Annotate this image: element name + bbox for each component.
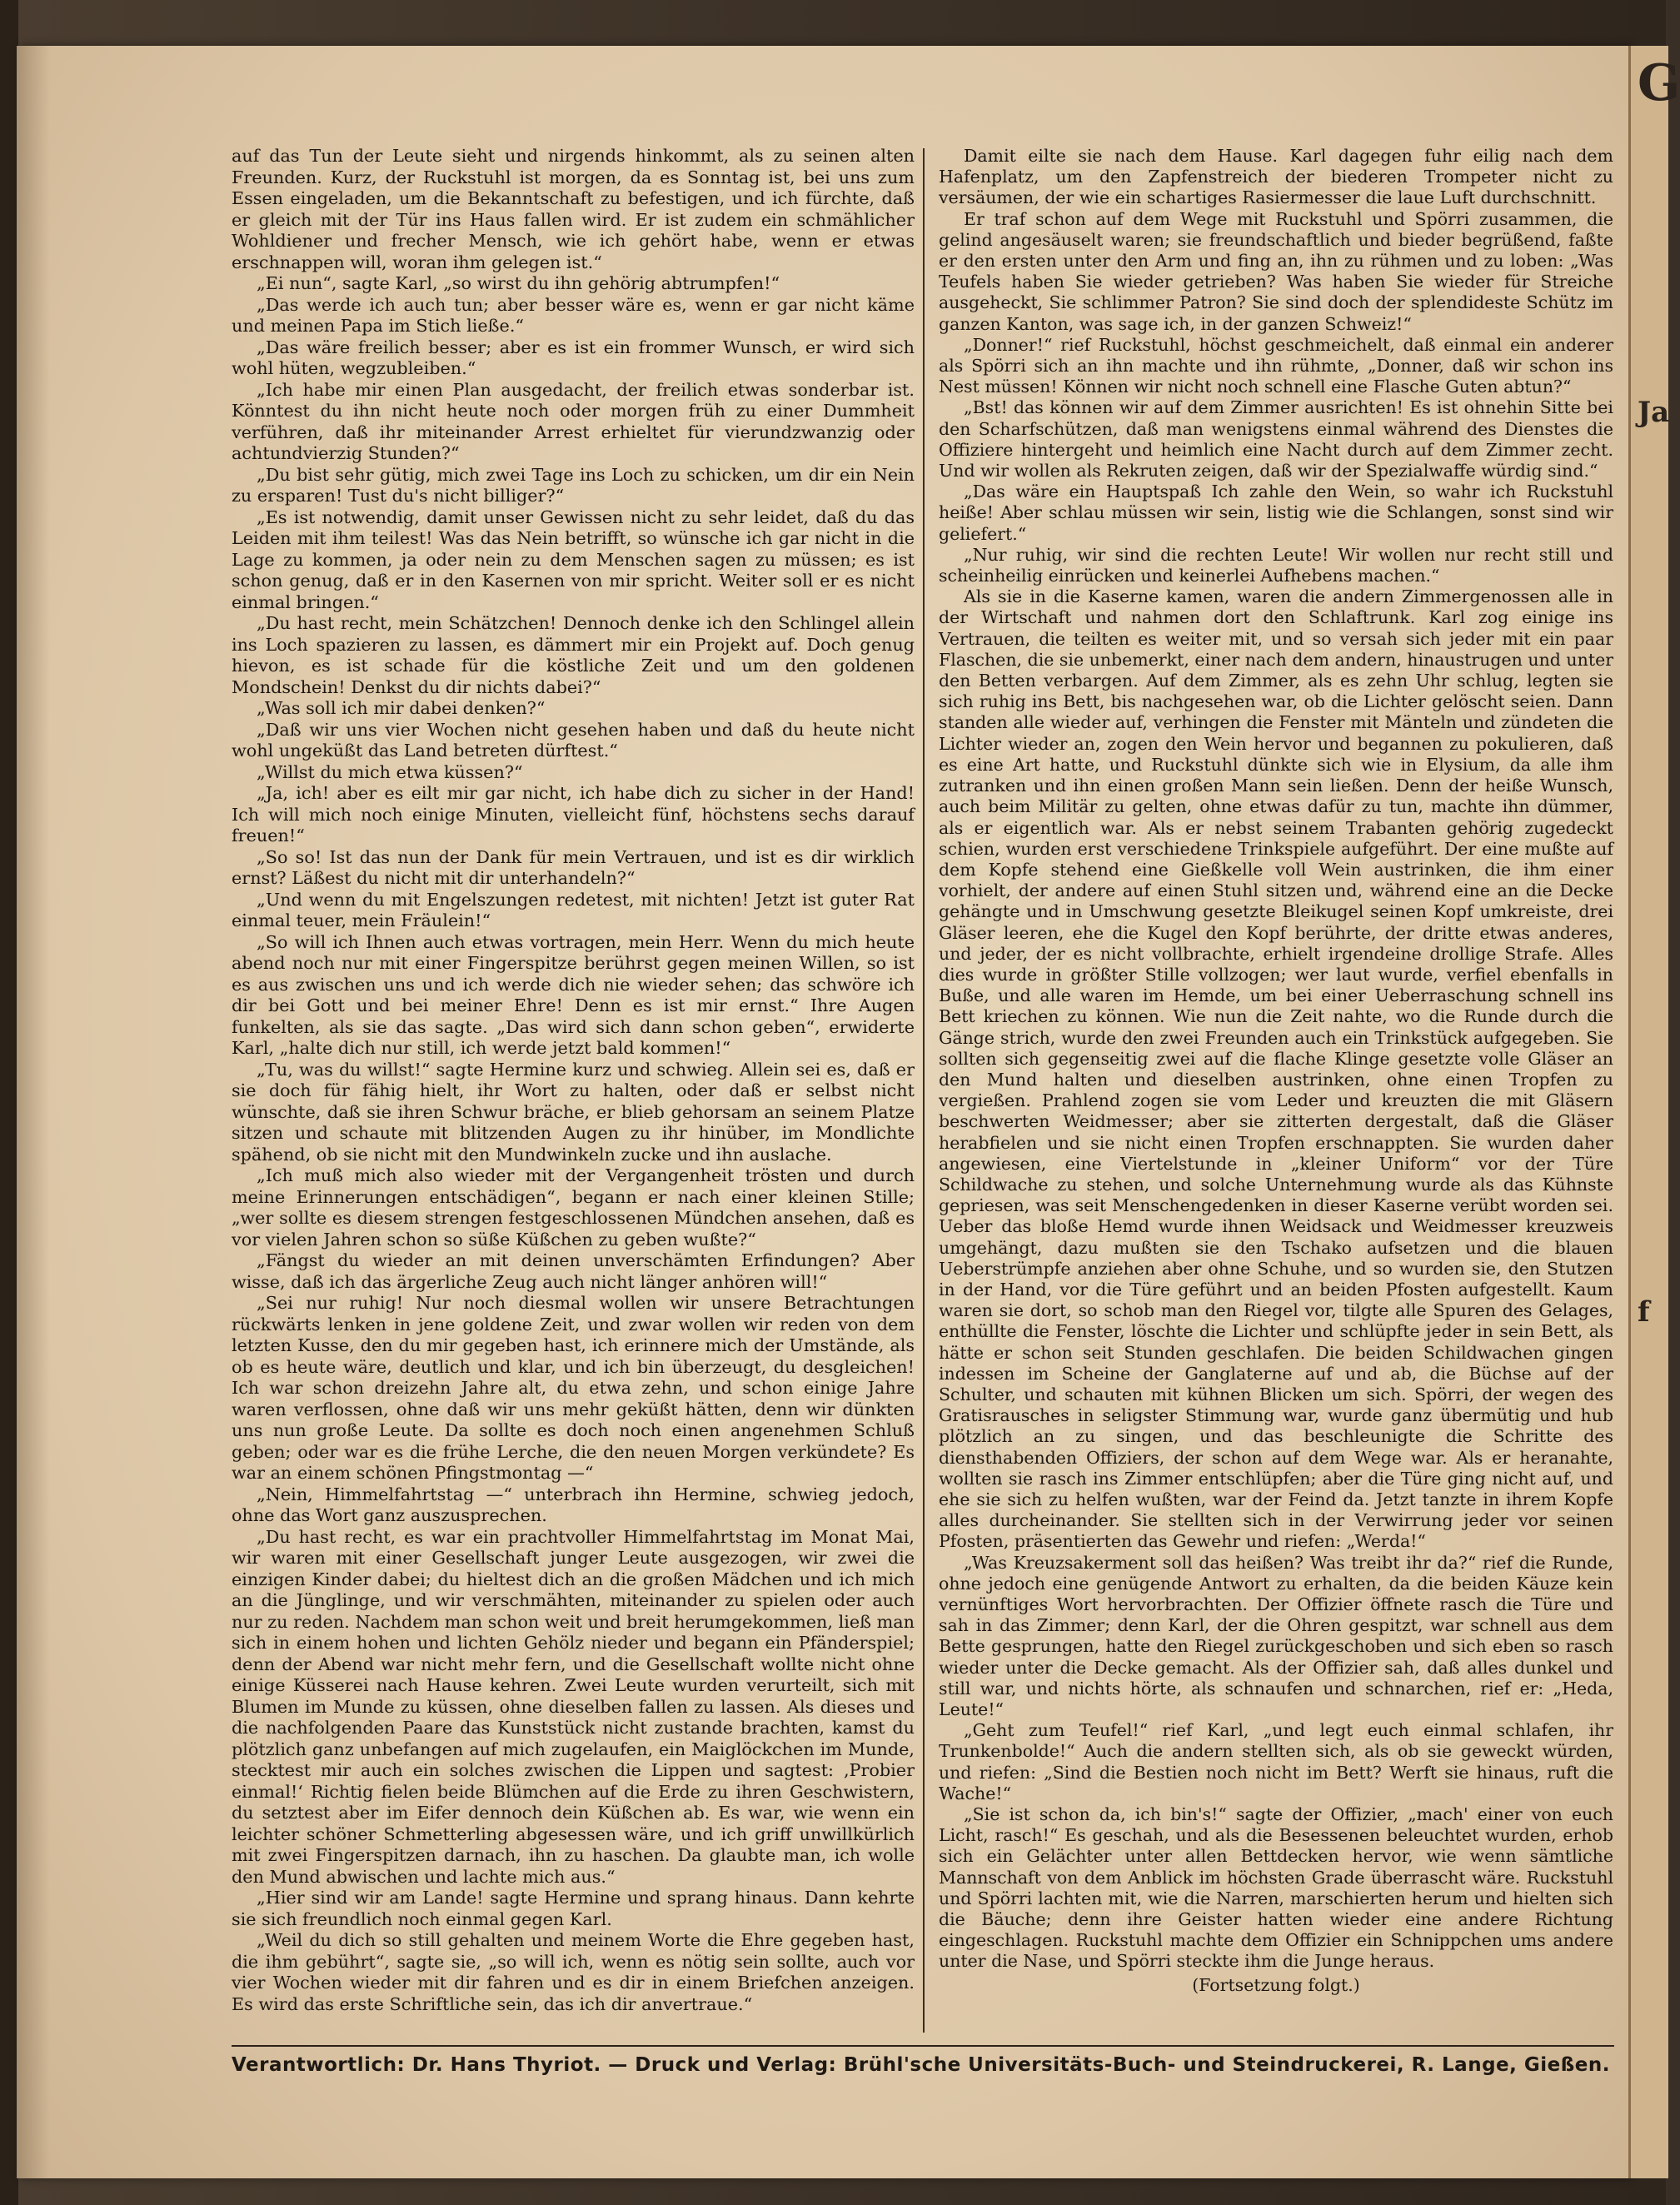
story-paragraph: „Ich muß mich also wieder mit der Vergangenheit trösten und durch meine Erinnerungen entschädigen“, begann er nach einer kleinen Stille; „wer sollte es diesem strengen festgeschlossenen Mündchen ansehen, daß es vor vielen Jahren schon so süße Küßchen zu geben wußte?“ — [232, 1165, 915, 1250]
story-paragraph: „Du bist sehr gütig, mich zwei Tage ins Loch zu schicken, um dir ein Nein zu ersparen! Tust du's nicht billiger?“ — [232, 464, 915, 506]
story-paragraph: Er traf schon auf dem Wege mit Ruckstuhl und Spörri zusammen, die gelind angesäuselt waren; sie freundschaftlich und bieder begrüßend, faßte er den ersten unter den Arm und fing an, ihn zu rühmen und zu loben: „Was Teufels haben Sie wieder getrieben? Was haben Sie wieder für Streiche ausgeheckt, Sie schlimmer Patron? Sie sind doch der splendideste Schütz im ganzen Kanton, was sage ich, in der ganzen Schweiz!“ — [939, 208, 1613, 334]
story-paragraph: „Das werde ich auch tun; aber besser wäre es, wenn er gar nicht käme und meinen Papa im Stich ließe.“ — [232, 294, 915, 336]
continuation-note: (Fortsetzung folgt.) — [1192, 1974, 1360, 1995]
next-page-edge — [1628, 46, 1680, 2178]
page-gutter-shadow — [17, 46, 50, 2178]
story-paragraph: „Was soll ich mir dabei denken?“ — [257, 698, 546, 718]
publisher-imprint: Verantwortlich: Dr. Hans Thyriot. — Druck und Verlag: Brühl'sche Universitäts-Buch- und Steindruckerei, R. Lange, Gießen. — [232, 2054, 1610, 2076]
footer-rule — [232, 2045, 1614, 2047]
story-paragraph: Als sie in die Kaserne kamen, waren die andern Zimmergenossen alle in der Wirtschaft und nahmen dort den Schlaftrunk. Karl zog einige ins Vertrauen, die teilten es weiter mit, und so versah sich jeder mit ein paar Flaschen, die sie unbemerkt, einer nach dem andern, hinaustrugen und unter den Betten verbargen. Auf dem Zimmer, als es zehn Uhr schlug, legten sie sich ruhig ins Bett, bis nachgesehen war, ob die Lichter gelöscht seien. Dann standen alle wieder auf, verhingen die Fenster mit Mänteln und zündeten die Lichter wieder an, zogen den Wein hervor und begannen zu pokulieren, daß es eine Art hatte, und Ruckstuhl dünkte sich wie in Elysium, da alle ihm zutranken und ihn einen großen Mann sein ließen. Denn der heiße Wunsch, auch beim Militär zu gelten, ohne etwas dafür zu tun, machte ihn dümmer, als er eigentlich war. Als er nebst seinem Trabanten gehörig zugedeckt schien, wurden erst verschiedene Trinkspiele aufgeführt. Der eine mußte auf dem Kopfe stehend eine Gießkelle voll Wein austrinken, die ihm einer vorhielt, der andere auf einen Stuhl sitzen und, während eine an die Decke gehängte und in Umschwung gesetzte Bleikugel seinen Kopf umkreiste, drei Gläser leeren, ehe die Kugel den Kopf berührte, der dritte etwas anderes, und jeder, der es nicht vollbrachte, erhielt irgendeine drollige Strafe. Alles dies wurde in größter Stille vollzogen; wer laut wurde, verfiel ebenfalls in Buße, und alle waren im Hemde, um bei einer Ueberraschung schnell ins Bett kriechen zu können. Wie nun die Zeit nahte, wo die Runde durch die Gänge strich, wurde den zwei Freunden auch ein Trinkstück aufgegeben. Sie sollten sich gegenseitig zwei auf die flache Klinge gesetzte volle Gläser an den Mund halten und dieselben austrinken, ohne einen Tropfen zu vergießen. Prahlend zogen sie vom Leder und kreuzten die mit Gläsern beschwerten Weidmesser; aber sie zitterten dergestalt, daß die Gläser herabfielen und sie nicht einen Tropfen erschnappten. Sie wurden daher angewiesen, eine Viertelstunde in „kleiner Uniform“ vor der Türe Schildwache zu stehen, und solche Unternehmung wurde als das Kühnste gepriesen, was seit Menschengedenken in dieser Kaserne verübt worden sei. Ueber das bloße Hemd wurde ihnen Weidsack und Weidmesser kreuzweis umgehängt, dazu mußten sie den Tschako aufsetzen und die blauen Ueberstrümpfe anziehen aber ohne Schuhe, und so wurden sie, den Stutzen in der Hand, vor die Türe geführt und an beiden Pfosten aufgestellt. Kaum waren sie dort, so schob man den Riegel vor, tilgte alle Spuren des Gelages, enthüllte die Fenster, löschte die Lichter und schlüpfte jeder in sein Bett, als hätte er schon seit Stunden geschlafen. Die beiden Schildwachen gingen indessen im Scheine der Ganglaterne auf und ab, die Büchse auf der Schulter, und schauten mit kühnen Blicken um sich. Spörri, der wegen des Gratisrausches in seligster Stimmung war, wurde ganz übermütig und hub plötzlich an zu singen, und das beschleunigte die Schritte des diensthabenden Offiziers, der schon auf dem Wege war. Als er heranahte, wollten sie rasch ins Zimmer entschlüpfen; aber die Türe ging nicht auf, und ehe sie sich zu helfen wußten, war der Feind da. Jetzt tanzte in ihrem Kopfe alles durcheinander. Sie stellten sich in der Verwirrung jeder vor seinen Pfosten, präsentierten das Gewehr und riefen: „Werda!“ — [939, 586, 1613, 1552]
story-paragraph: „Willst du mich etwa küssen?“ — [257, 761, 523, 782]
story-paragraph: „Geht zum Teufel!“ rief Karl, „und legt euch einmal schlafen, ihr Trunkenbolde!“ Auch die andern stellten sich, als ob sie geweckt würden, und riefen: „Sind die Bestien noch nicht im Bett? Werft sie hinaus, ruft die Wache!“ — [939, 1720, 1613, 1803]
story-paragraph: „Das wäre freilich besser; aber es ist ein frommer Wunsch, er wird sich wohl hüten, wegzubleiben.“ — [232, 337, 915, 378]
story-paragraph: „Du hast recht, mein Schätzchen! Dennoch denke ich den Schlingel allein ins Loch spazieren zu lassen, es dämmert mir ein Projekt auf. Doch genug hievon, es ist schade für die köstliche Zeit und um den goldenen Mondschein! Denkst du dir nichts dabei?“ — [232, 613, 915, 697]
story-paragraph: Damit eilte sie nach dem Hause. Karl dagegen fuhr eilig nach dem Hafenplatz, um den Zapfenstreich der biederen Trompeter nicht zu versäumen, der wie ein schartiges Rasiermesser die laue Luft durchschnitt. — [939, 146, 1613, 208]
story-paragraph: „Was Kreuzsakerment soll das heißen? Was treibt ihr da?“ rief die Runde, ohne jedoch eine genügende Antwort zu erhalten, da die beiden Käuze kein vernünftiges Wort hervorbrachten. Der Offizier öffnete rasch die Türe und sah in das Zimmer; denn Karl, der die Ohren gespitzt, war schnell aus dem Bette gesprungen, hatte den Riegel zurückgeschoben und sich eben so rasch wieder unter die Decke gemacht. Als der Offizier sah, daß alles dunkel und still war, und nichts hörte, als schnaufen und schnarchen, rief er: „Heda, Leute!“ — [939, 1552, 1613, 1720]
story-paragraph: „Daß wir uns vier Wochen nicht gesehen haben und daß du heute nicht wohl ungeküßt das Land betreten dürftest.“ — [232, 719, 915, 761]
book-binding — [0, 0, 18, 2205]
column-divider — [923, 148, 925, 2033]
left-text-column — [232, 146, 915, 2015]
story-paragraph: auf das Tun der Leute sieht und nirgends hinkommt, als zu seinen alten Freunden. Kurz, der Ruckstuhl ist morgen, da es Sonntag ist, bei uns zum Essen eingeladen, um die Bekanntschaft zu befestigen, und ich fürchte, daß er gleich mit der Tür ins Haus fallen wird. Er ist zudem ein schmählicher Wohldiener und frecher Mensch, wie ich gehört habe, wenn er etwas erschnappen will, woran ihm gelegen ist.“ — [232, 146, 915, 272]
story-paragraph: „So will ich Ihnen auch etwas vortragen, mein Herr. Wenn du mich heute abend noch nur mit einer Fingerspitze berührst gegen meinen Willen, so ist es aus zwischen uns und ich werde dich nie wieder sehen; das schwöre ich dir bei Gott und bei meiner Ehre! Denn es ist mir ernst.“ Ihre Augen funkelten, als sie das sagte. „Das wird sich dann schon geben“, erwiderte Karl, „halte dich nur still, ich werde jetzt bald kommen!“ — [232, 931, 915, 1058]
story-paragraph: „Donner!“ rief Ruckstuhl, höchst geschmeichelt, daß einmal ein anderer als Spörri sich an ihn machte und ihn rühmte, „Donner, daß wir schon ins Nest müssen! Können wir nicht noch schnell eine Flasche Guten abtun?“ — [939, 334, 1613, 397]
story-paragraph: „Weil du dich so still gehalten und meinem Worte die Ehre gegeben hast, die ihm gebührt“, sagte sie, „so will ich, wenn es nötig sein sollte, auch vor vier Wochen wieder mit dir fahren und es dir in einem Briefchen anzeigen. Es wird das erste Schriftliche sein, das ich dir anvertraue.“ — [232, 1930, 915, 2014]
next-page-fragment: Ja — [1638, 396, 1670, 429]
story-paragraph: „Du hast recht, es war ein prachtvoller Himmelfahrtstag im Monat Mai, wir waren mit einer Gesellschaft junger Leute ausgezogen, wir zwei die einzigen Kinder dabei; du hieltest dich an die großen Mädchen und ich mich an die Jünglinge, und wir verschmähten, miteinander zu spielen oder auch nur zu reden. Nachdem man schon weit und breit herumgekommen, ließ man sich in einem hohen und lichten Gehölz nieder und begann ein Pfänderspiel; denn der Abend war nicht mehr fern, und die Gesellschaft wollte nicht ohne einige Küsserei nach Hause kehren. Zwei Leute wurden verurteilt, sich mit Blumen im Munde zu küssen, ohne dieselben fallen zu lassen. Als dieses und die nachfolgenden Paare das Kunststück nicht zustande brachten, kamst du plötzlich ganz unbefangen auf mich zugelaufen, ein Maiglöckchen im Munde, stecktest mir auch ein solches zwischen die Lippen und sagtest: ‚Probier einmal!‘ Richtig fielen beide Blümchen auf die Erde zu ihren Geschwistern, du setztest aber im Eifer dennoch dein Küßchen ab. Es war, wie wenn ein leichter schöner Schmetterling abgesessen wäre, und ich griff unwillkürlich mit zwei Fingerspitzen darnach, ihn zu haschen. Da glaubte man, ich wolle den Mund abwischen und lachte mich aus.“ — [232, 1526, 915, 1887]
story-paragraph: „So so! Ist das nun der Dank für mein Vertrauen, und ist es dir wirklich ernst? Läßest du nicht mit dir unterhandeln?“ — [232, 846, 915, 888]
story-paragraph: „Und wenn du mit Engelszungen redetest, mit nichten! Jetzt ist guter Rat einmal teuer, mein Fräulein!“ — [232, 889, 915, 930]
story-paragraph: „Bst! das können wir auf dem Zimmer ausrichten! Es ist ohnehin Sitte bei den Scharfschützen, daß man wenigstens einmal während des Dienstes die Offiziere hintergeht und heimlich eine Nacht durch auf dem Zimmer zecht. Und wir wollen als Rekruten zeigen, daß wir der Spezialwaffe würdig sind.“ — [939, 397, 1613, 481]
story-paragraph: „Sei nur ruhig! Nur noch diesmal wollen wir unsere Betrachtungen rückwärts lenken in jene goldene Zeit, und zwar wollen wir reden von dem letzten Kusse, den du mir gegeben hast, ich erinnere mich der Umstände, als ob es heute wäre, deutlich und klar, und ich bin überzeugt, du desgleichen! Ich war schon dreizehn Jahre alt, du etwa zehn, und schon einige Jahre waren verflossen, ohne daß wir uns mehr geküßt hätten, denn wir dünkten uns nun große Leute. Da sollte es doch noch einen angenehmen Schluß geben; oder war es die frühe Lerche, die den neuen Morgen verkündete? Es war an einem schönen Pfingstmontag —“ — [232, 1293, 915, 1483]
story-paragraph: „Nein, Himmelfahrtstag —“ unterbrach ihn Hermine, schwieg jedoch, ohne das Wort ganz auszusprechen. — [232, 1484, 915, 1525]
next-page-fragment: f — [1638, 1295, 1650, 1329]
story-paragraph: „Hier sind wir am Lande! sagte Hermine und sprang hinaus. Dann kehrte sie sich freundlich noch einmal gegen Karl. — [232, 1888, 915, 1929]
story-paragraph: „Sie ist schon da, ich bin's!“ sagte der Offizier, „mach' einer von euch Licht, rasch!“ Es geschah, und als die Besessenen beleuchtet wurden, erhob sich ein Gelächter unter allen Bettdecken hervor, wie wenn sämtliche Mannschaft von dem Anblick im höchsten Grade überrascht wäre. Ruckstuhl und Spörri lachten mit, wie die Narren, marschierten herum und hielten sich die Bäuche; denn ihre Geister hatten wieder eine andere Richtung eingeschlagen. Ruckstuhl machte dem Offizier ein Schnippchen ums andere unter die Nase, und Spörri steckte ihm die Junge heraus. — [939, 1804, 1613, 1972]
story-paragraph: „Ja, ich! aber es eilt mir gar nicht, ich habe dich zu sicher in der Hand! Ich will mich noch einige Minuten, vielleicht fünf, höchstens sechs darauf freuen!“ — [232, 783, 915, 846]
next-page-fragment: G — [1638, 54, 1680, 112]
story-paragraph: „Fängst du wieder an mit deinen unverschämten Erfindungen? Aber wisse, daß ich das ärgerliche Zeug auch nicht länger anhören will!“ — [232, 1250, 915, 1292]
story-paragraph: „Tu, was du willst!“ sagte Hermine kurz und schwieg. Allein sei es, daß er sie doch für fähig hielt, ihr Wort zu halten, oder daß er selbst nicht wünschte, daß sie ihren Schwur bräche, er blieb gehorsam an seinem Platze sitzen und schaute mit blitzenden Augen zu ihr hinüber, im Mondlichte spähend, ob sie nicht mit den Mundwinkeln zucke und ihn auslache. — [232, 1059, 915, 1165]
story-paragraph: „Ich habe mir einen Plan ausgedacht, der freilich etwas sonderbar ist. Könntest du ihn nicht heute noch oder morgen früh zu einer Dummheit verführen, daß ihr miteinander Arrest erhieltet für vierundzwanzig oder achtundvierzig Stunden?“ — [232, 379, 915, 463]
right-text-column — [939, 146, 1613, 1996]
story-paragraph: „Nur ruhig, wir sind die rechten Leute! Wir wollen nur recht still und scheinheilig einrücken und keinerlei Aufhebens machen.“ — [939, 544, 1613, 586]
story-paragraph: „Ei nun“, sagte Karl, „so wirst du ihn gehörig abtrumpfen!“ — [257, 273, 780, 293]
story-paragraph: „Das wäre ein Hauptspaß Ich zahle den Wein, so wahr ich Ruckstuhl heiße! Aber schlau müssen wir sein, listig wie die Schlangen, sonst sind wir geliefert.“ — [939, 481, 1613, 544]
story-paragraph: „Es ist notwendig, damit unser Gewissen nicht zu sehr leidet, daß du das Leiden mit ihm teilest! Was das Nein betrifft, so wünsche ich gar nicht in die Lage zu kommen, ja oder nein zu dem Menschen sagen zu müssen; es ist schon genug, daß er in den Kasernen von mir spricht. Weiter soll er es nicht einmal bringen.“ — [232, 506, 915, 612]
